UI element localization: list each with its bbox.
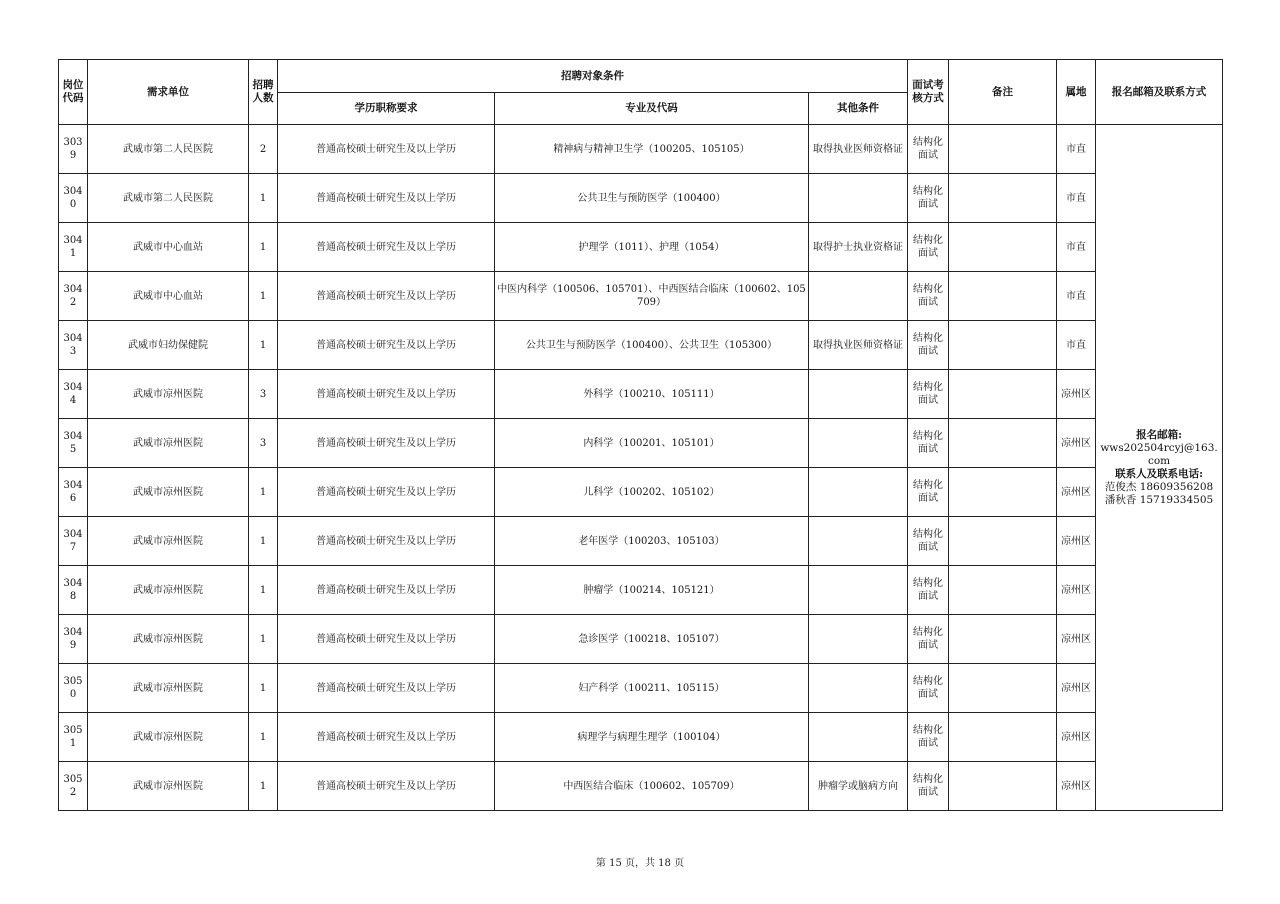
cell-location: 凉州区 — [1057, 419, 1096, 468]
header-education: 学历职称要求 — [278, 93, 495, 125]
cell-interview: 结构化面试 — [908, 762, 949, 811]
cell-interview: 结构化面试 — [908, 419, 949, 468]
page-footer: 第 15 页，共 18 页 — [595, 858, 685, 869]
cell-major: 儿科学（100202、105102） — [495, 468, 809, 517]
cell-education: 普通高校硕士研究生及以上学历 — [278, 223, 495, 272]
cell-other — [809, 419, 908, 468]
cell-other — [809, 174, 908, 223]
cell-interview: 结构化面试 — [908, 615, 949, 664]
cell-major: 急诊医学（100218、105107） — [495, 615, 809, 664]
cell-count: 2 — [249, 125, 278, 174]
cell-code: 3039 — [59, 125, 88, 174]
table-row — [59, 419, 1223, 468]
cell-unit: 武威市第二人民医院 — [88, 174, 249, 223]
cell-unit: 武威市凉州医院 — [88, 615, 249, 664]
table-row — [59, 272, 1223, 321]
cell-education: 普通高校硕士研究生及以上学历 — [278, 468, 495, 517]
cell-other — [809, 615, 908, 664]
cell-interview: 结构化面试 — [908, 517, 949, 566]
table-row — [59, 321, 1223, 370]
cell-count: 3 — [249, 370, 278, 419]
cell-other — [809, 370, 908, 419]
contact-person-2: 潘秋香 15719334505 — [1104, 493, 1214, 506]
cell-unit: 武威市中心血站 — [88, 223, 249, 272]
cell-count: 1 — [249, 762, 278, 811]
cell-location: 市直 — [1057, 223, 1096, 272]
table-row — [59, 468, 1223, 517]
cell-count: 1 — [249, 713, 278, 762]
cell-location: 凉州区 — [1057, 713, 1096, 762]
cell-major: 老年医学（100203、105103） — [495, 517, 809, 566]
cell-count: 1 — [249, 321, 278, 370]
cell-remark — [949, 713, 1057, 762]
cell-major: 中西医结合临床（100602、105709） — [495, 762, 809, 811]
header-remark: 备注 — [949, 60, 1057, 125]
cell-education: 普通高校硕士研究生及以上学历 — [278, 419, 495, 468]
cell-interview: 结构化面试 — [908, 174, 949, 223]
cell-interview: 结构化面试 — [908, 223, 949, 272]
cell-major: 外科学（100210、105111） — [495, 370, 809, 419]
table-row — [59, 174, 1223, 223]
cell-unit: 武威市凉州医院 — [88, 419, 249, 468]
cell-remark — [949, 566, 1057, 615]
cell-location: 市直 — [1057, 125, 1096, 174]
header-other: 其他条件 — [809, 93, 908, 125]
cell-code: 3051 — [59, 713, 88, 762]
cell-remark — [949, 174, 1057, 223]
cell-major: 病理学与病理生理学（100104） — [495, 713, 809, 762]
cell-code: 3047 — [59, 517, 88, 566]
cell-unit: 武威市凉州医院 — [88, 468, 249, 517]
cell-remark — [949, 615, 1057, 664]
cell-unit: 武威市凉州医院 — [88, 664, 249, 713]
cell-major: 护理学（1011）、护理（1054） — [495, 223, 809, 272]
cell-education: 普通高校硕士研究生及以上学历 — [278, 664, 495, 713]
cell-other: 肿瘤学或脑病方向 — [809, 762, 908, 811]
cell-location: 凉州区 — [1057, 370, 1096, 419]
cell-remark — [949, 664, 1057, 713]
cell-major: 中医内科学（100506、105701）、中西医结合临床（100602、105709） — [495, 272, 809, 321]
header-location: 属地 — [1057, 60, 1096, 125]
contact-people-label: 联系人及联系电话: — [1115, 467, 1203, 480]
cell-unit: 武威市凉州医院 — [88, 713, 249, 762]
cell-code: 3049 — [59, 615, 88, 664]
cell-count: 1 — [249, 517, 278, 566]
cell-count: 1 — [249, 615, 278, 664]
cell-other — [809, 517, 908, 566]
table-row — [59, 566, 1223, 615]
cell-location: 市直 — [1057, 272, 1096, 321]
header-contact: 报名邮箱及联系方式 — [1096, 60, 1223, 125]
cell-interview: 结构化面试 — [908, 468, 949, 517]
cell-location: 凉州区 — [1057, 664, 1096, 713]
cell-code: 3043 — [59, 321, 88, 370]
cell-unit: 武威市凉州医院 — [88, 517, 249, 566]
email-address: wws202504rcyj@163.com — [1100, 441, 1218, 467]
table-row — [59, 370, 1223, 419]
cell-count: 1 — [249, 223, 278, 272]
cell-other: 取得护士执业资格证 — [809, 223, 908, 272]
cell-unit: 武威市凉州医院 — [88, 566, 249, 615]
cell-education: 普通高校硕士研究生及以上学历 — [278, 762, 495, 811]
header-conditions: 招聘对象条件 — [278, 60, 908, 93]
cell-remark — [949, 125, 1057, 174]
cell-location: 市直 — [1057, 174, 1096, 223]
cell-location: 凉州区 — [1057, 468, 1096, 517]
cell-remark — [949, 272, 1057, 321]
cell-major: 精神病与精神卫生学（100205、105105） — [495, 125, 809, 174]
table-row — [59, 125, 1223, 174]
cell-other — [809, 566, 908, 615]
cell-major: 公共卫生与预防医学（100400） — [495, 174, 809, 223]
cell-remark — [949, 762, 1057, 811]
cell-education: 普通高校硕士研究生及以上学历 — [278, 125, 495, 174]
cell-code: 3042 — [59, 272, 88, 321]
cell-education: 普通高校硕士研究生及以上学历 — [278, 566, 495, 615]
cell-unit: 武威市第二人民医院 — [88, 125, 249, 174]
table-body — [59, 125, 1223, 811]
cell-unit: 武威市凉州医院 — [88, 370, 249, 419]
header-code: 岗位代码 — [59, 60, 88, 125]
cell-education: 普通高校硕士研究生及以上学历 — [278, 272, 495, 321]
table-row — [59, 713, 1223, 762]
contact-person-1: 范俊杰 18609356208 — [1104, 480, 1214, 493]
cell-code: 3045 — [59, 419, 88, 468]
cell-major: 妇产科学（100211、105115） — [495, 664, 809, 713]
cell-major: 内科学（100201、105101） — [495, 419, 809, 468]
cell-education: 普通高校硕士研究生及以上学历 — [278, 370, 495, 419]
cell-other — [809, 664, 908, 713]
cell-interview: 结构化面试 — [908, 272, 949, 321]
cell-count: 1 — [249, 174, 278, 223]
cell-count: 1 — [249, 664, 278, 713]
cell-education: 普通高校硕士研究生及以上学历 — [278, 321, 495, 370]
cell-interview: 结构化面试 — [908, 370, 949, 419]
cell-unit: 武威市凉州医院 — [88, 762, 249, 811]
contact-cell — [1096, 125, 1223, 811]
cell-remark — [949, 321, 1057, 370]
cell-interview: 结构化面试 — [908, 664, 949, 713]
cell-remark — [949, 517, 1057, 566]
cell-code: 3046 — [59, 468, 88, 517]
header-count: 招聘人数 — [249, 60, 278, 125]
cell-unit: 武威市中心血站 — [88, 272, 249, 321]
cell-education: 普通高校硕士研究生及以上学历 — [278, 517, 495, 566]
cell-count: 3 — [249, 419, 278, 468]
table-row — [59, 615, 1223, 664]
recruitment-table — [58, 59, 1223, 811]
cell-code: 3041 — [59, 223, 88, 272]
cell-education: 普通高校硕士研究生及以上学历 — [278, 174, 495, 223]
cell-remark — [949, 419, 1057, 468]
cell-code: 3044 — [59, 370, 88, 419]
table-row — [59, 517, 1223, 566]
cell-interview: 结构化面试 — [908, 713, 949, 762]
cell-code: 3040 — [59, 174, 88, 223]
table-row — [59, 223, 1223, 272]
cell-interview: 结构化面试 — [908, 566, 949, 615]
cell-other — [809, 468, 908, 517]
cell-other: 取得执业医师资格证 — [809, 125, 908, 174]
table-row — [59, 762, 1223, 811]
cell-code: 3050 — [59, 664, 88, 713]
cell-location: 凉州区 — [1057, 517, 1096, 566]
cell-education: 普通高校硕士研究生及以上学历 — [278, 615, 495, 664]
cell-count: 1 — [249, 272, 278, 321]
cell-count: 1 — [249, 468, 278, 517]
cell-interview: 结构化面试 — [908, 125, 949, 174]
cell-location: 市直 — [1057, 321, 1096, 370]
cell-major: 公共卫生与预防医学（100400）、公共卫生（105300） — [495, 321, 809, 370]
cell-code: 3052 — [59, 762, 88, 811]
cell-major: 肿瘤学（100214、105121） — [495, 566, 809, 615]
cell-count: 1 — [249, 566, 278, 615]
cell-interview: 结构化面试 — [908, 321, 949, 370]
cell-remark — [949, 223, 1057, 272]
cell-remark — [949, 468, 1057, 517]
header-major: 专业及代码 — [495, 93, 809, 125]
cell-location: 凉州区 — [1057, 566, 1096, 615]
cell-location: 凉州区 — [1057, 615, 1096, 664]
cell-code: 3048 — [59, 566, 88, 615]
cell-other — [809, 272, 908, 321]
cell-unit: 武威市妇幼保健院 — [88, 321, 249, 370]
cell-remark — [949, 370, 1057, 419]
header-interview: 面试考核方式 — [908, 60, 949, 125]
header-unit: 需求单位 — [88, 60, 249, 125]
cell-other — [809, 713, 908, 762]
cell-location: 凉州区 — [1057, 762, 1096, 811]
table-row — [59, 664, 1223, 713]
email-label: 报名邮箱: — [1136, 428, 1182, 441]
cell-education: 普通高校硕士研究生及以上学历 — [278, 713, 495, 762]
cell-other: 取得执业医师资格证 — [809, 321, 908, 370]
